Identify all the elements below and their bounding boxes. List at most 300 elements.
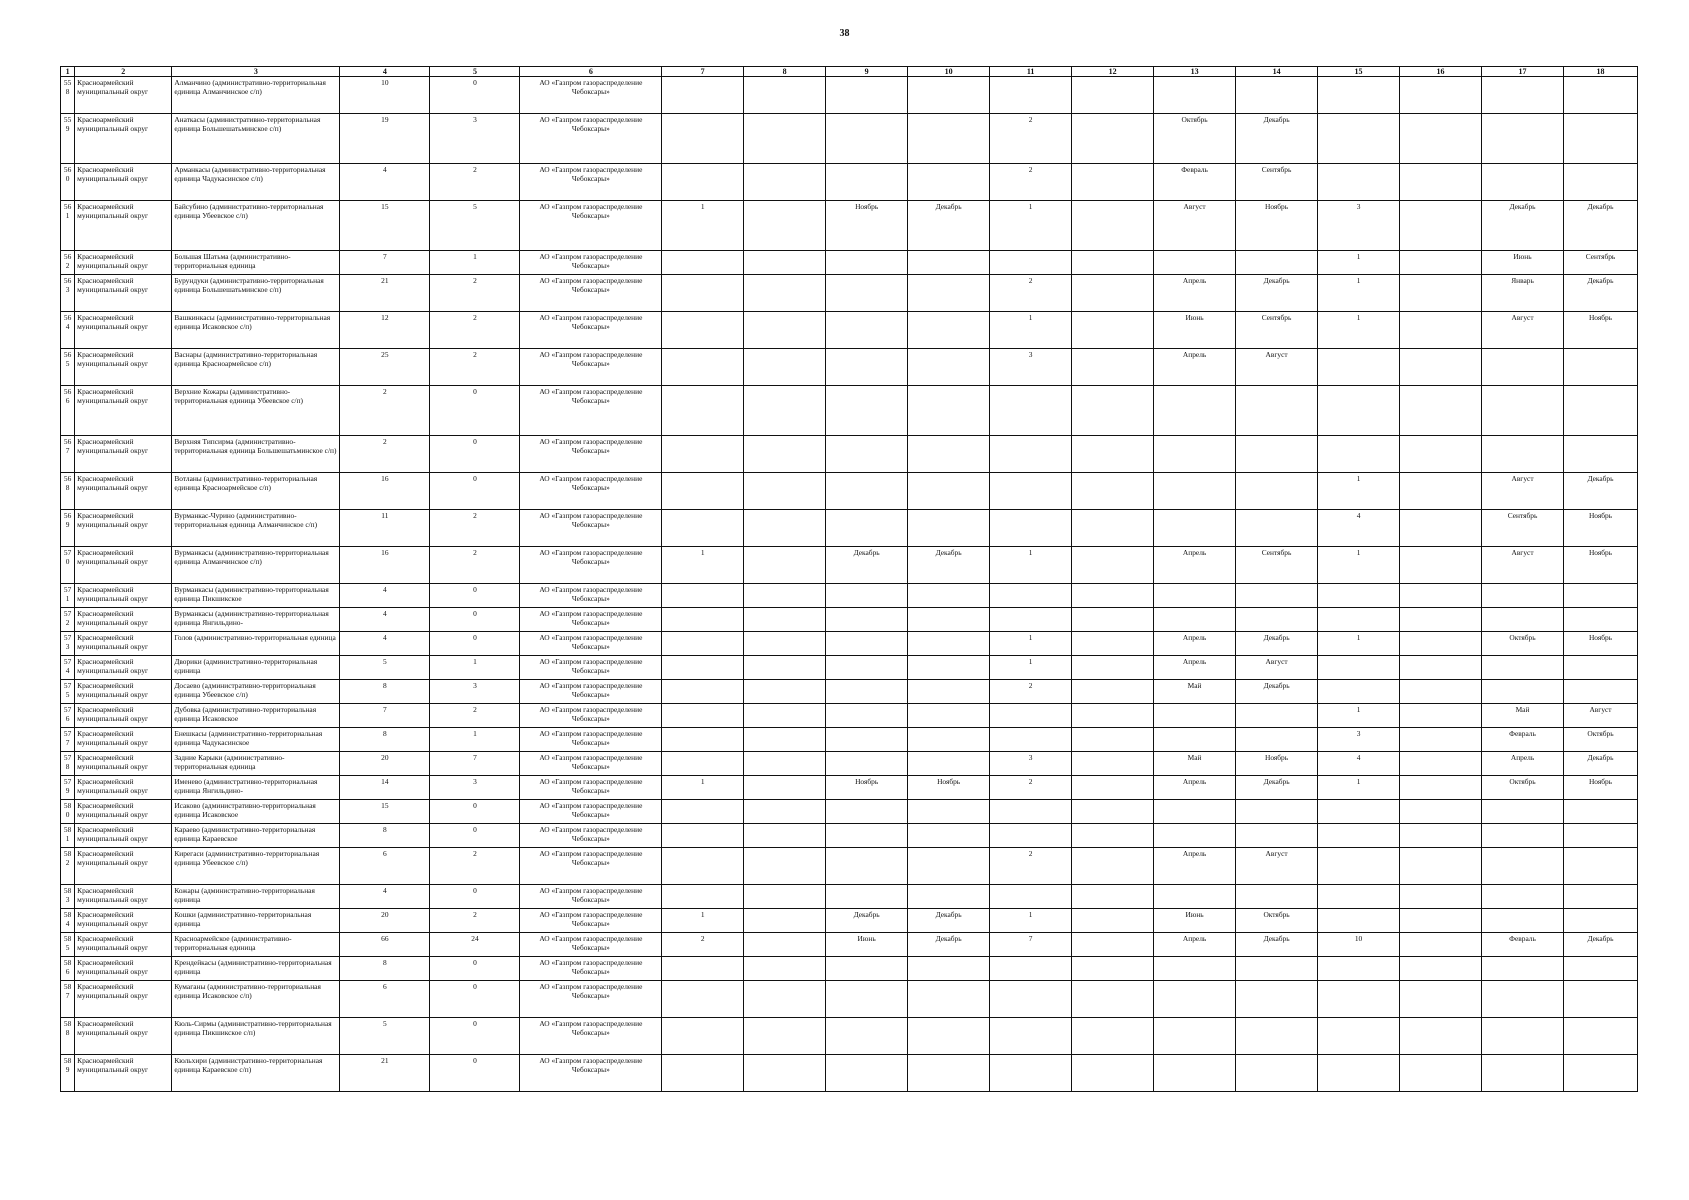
table-cell-col-4: 7 [340, 704, 430, 728]
table-cell-col-15 [1318, 656, 1400, 680]
table-row [61, 473, 1638, 510]
table-cell-col-18 [1564, 608, 1638, 632]
table-cell-col-12 [1072, 752, 1154, 776]
table-cell-col-10 [908, 656, 990, 680]
table-cell-col-3: Енешкасы (административно-территориальная единица Чадукасинское [172, 728, 340, 752]
table-cell-col-7 [662, 752, 744, 776]
table-cell-col-4: 12 [340, 312, 430, 349]
table-cell-col-16 [1400, 776, 1482, 800]
table-cell-col-16 [1400, 473, 1482, 510]
column-header-18: 18 [1564, 67, 1638, 77]
table-cell-col-17 [1482, 656, 1564, 680]
table-cell-col-5: 2 [430, 275, 520, 312]
table-cell-col-9 [826, 77, 908, 114]
table-cell-col-15 [1318, 608, 1400, 632]
table-cell-col-17: Февраль [1482, 728, 1564, 752]
table-cell-col-1: 558 [61, 77, 75, 114]
table-cell-col-3: Вотланы (административно-территориальная единица Красноармейское с/п) [172, 473, 340, 510]
table-row [61, 1055, 1638, 1092]
table-cell-col-3: Вурманкас-Чурино (административно-территориальная единица Алманчинское с/п) [172, 510, 340, 547]
table-cell-col-9 [826, 1055, 908, 1092]
table-cell-col-17: Декабрь [1482, 201, 1564, 251]
table-cell-col-8 [744, 473, 826, 510]
table-cell-col-16 [1400, 312, 1482, 349]
table-cell-col-6: АО «Газпром газораспределение Чебоксары» [520, 909, 662, 933]
gasification-schedule-table [60, 66, 1638, 1092]
table-cell-col-1: 573 [61, 632, 75, 656]
table-cell-col-11 [990, 77, 1072, 114]
table-cell-col-12 [1072, 848, 1154, 885]
table-cell-col-8 [744, 656, 826, 680]
table-cell-col-17 [1482, 981, 1564, 1018]
table-cell-col-17 [1482, 386, 1564, 436]
table-cell-col-5: 24 [430, 933, 520, 957]
table-cell-col-4: 8 [340, 680, 430, 704]
table-cell-col-4: 4 [340, 164, 430, 201]
table-cell-col-9 [826, 1018, 908, 1055]
table-row [61, 547, 1638, 584]
table-cell-col-16 [1400, 251, 1482, 275]
table-cell-col-10 [908, 114, 990, 164]
table-cell-col-15 [1318, 848, 1400, 885]
table-cell-col-13: Апрель [1154, 547, 1236, 584]
table-cell-col-13: Апрель [1154, 632, 1236, 656]
table-cell-col-14: Декабрь [1236, 776, 1318, 800]
table-row [61, 77, 1638, 114]
table-cell-col-13 [1154, 824, 1236, 848]
table-row [61, 510, 1638, 547]
table-cell-col-4: 4 [340, 584, 430, 608]
table-cell-col-1: 580 [61, 800, 75, 824]
table-cell-col-17: Февраль [1482, 933, 1564, 957]
table-cell-col-10: Декабрь [908, 933, 990, 957]
table-cell-col-18 [1564, 909, 1638, 933]
table-cell-col-1: 569 [61, 510, 75, 547]
table-cell-col-12 [1072, 547, 1154, 584]
table-cell-col-2: Красноармейский муниципальный округ [75, 728, 172, 752]
table-cell-col-3: Большая Шатьма (административно-территориальная единица [172, 251, 340, 275]
table-cell-col-7 [662, 632, 744, 656]
table-cell-col-4: 21 [340, 275, 430, 312]
table-cell-col-7 [662, 584, 744, 608]
table-cell-col-17: Август [1482, 547, 1564, 584]
table-cell-col-4: 4 [340, 608, 430, 632]
column-header-2: 2 [75, 67, 172, 77]
table-cell-col-14: Август [1236, 848, 1318, 885]
table-cell-col-9 [826, 752, 908, 776]
table-cell-col-16 [1400, 885, 1482, 909]
table-cell-col-3: Крендейкасы (административно-территориальная единица [172, 957, 340, 981]
table-cell-col-9 [826, 164, 908, 201]
table-cell-col-1: 560 [61, 164, 75, 201]
table-cell-col-5: 1 [430, 728, 520, 752]
table-cell-col-11: 1 [990, 632, 1072, 656]
table-cell-col-3: Вурманкасы (административно-территориальная единица Алманчинское с/п) [172, 547, 340, 584]
table-cell-col-13: Октябрь [1154, 114, 1236, 164]
table-cell-col-17: Июнь [1482, 251, 1564, 275]
table-cell-col-1: 562 [61, 251, 75, 275]
table-cell-col-6: АО «Газпром газораспределение Чебоксары» [520, 547, 662, 584]
table-cell-col-6: АО «Газпром газораспределение Чебоксары» [520, 933, 662, 957]
table-cell-col-10 [908, 824, 990, 848]
table-cell-col-11 [990, 728, 1072, 752]
table-cell-col-17 [1482, 848, 1564, 885]
table-cell-col-18: Декабрь [1564, 473, 1638, 510]
table-cell-col-6: АО «Газпром газораспределение Чебоксары» [520, 704, 662, 728]
table-cell-col-2: Красноармейский муниципальный округ [75, 680, 172, 704]
table-row [61, 885, 1638, 909]
table-cell-col-8 [744, 114, 826, 164]
table-cell-col-4: 10 [340, 77, 430, 114]
table-cell-col-16 [1400, 704, 1482, 728]
table-cell-col-2: Красноармейский муниципальный округ [75, 1055, 172, 1092]
table-cell-col-14: Декабрь [1236, 275, 1318, 312]
table-cell-col-2: Красноармейский муниципальный округ [75, 510, 172, 547]
column-header-9: 9 [826, 67, 908, 77]
table-cell-col-4: 11 [340, 510, 430, 547]
table-cell-col-12 [1072, 776, 1154, 800]
table-cell-col-18 [1564, 824, 1638, 848]
table-cell-col-18: Ноябрь [1564, 632, 1638, 656]
table-cell-col-7 [662, 680, 744, 704]
table-cell-col-15: 3 [1318, 201, 1400, 251]
table-cell-col-9: Декабрь [826, 547, 908, 584]
table-cell-col-8 [744, 164, 826, 201]
table-cell-col-8 [744, 776, 826, 800]
table-cell-col-8 [744, 800, 826, 824]
table-cell-col-16 [1400, 584, 1482, 608]
table-cell-col-11 [990, 386, 1072, 436]
table-cell-col-10 [908, 77, 990, 114]
table-cell-col-3: Задние Карыки (административно-территориальная единица [172, 752, 340, 776]
table-cell-col-2: Красноармейский муниципальный округ [75, 164, 172, 201]
table-cell-col-10 [908, 1055, 990, 1092]
table-cell-col-5: 0 [430, 1055, 520, 1092]
table-cell-col-17: Август [1482, 473, 1564, 510]
table-cell-col-4: 6 [340, 981, 430, 1018]
table-cell-col-14 [1236, 1055, 1318, 1092]
table-cell-col-6: АО «Газпром газораспределение Чебоксары» [520, 752, 662, 776]
table-cell-col-1: 571 [61, 584, 75, 608]
table-cell-col-6: АО «Газпром газораспределение Чебоксары» [520, 1018, 662, 1055]
table-row [61, 164, 1638, 201]
column-header-10: 10 [908, 67, 990, 77]
table-cell-col-6: АО «Газпром газораспределение Чебоксары» [520, 885, 662, 909]
column-header-11: 11 [990, 67, 1072, 77]
table-cell-col-2: Красноармейский муниципальный округ [75, 114, 172, 164]
table-cell-col-6: АО «Газпром газораспределение Чебоксары» [520, 164, 662, 201]
table-cell-col-10: Декабрь [908, 201, 990, 251]
table-cell-col-10: Декабрь [908, 909, 990, 933]
table-cell-col-14: Сентябрь [1236, 547, 1318, 584]
table-cell-col-8 [744, 312, 826, 349]
table-cell-col-17: Апрель [1482, 752, 1564, 776]
table-cell-col-12 [1072, 957, 1154, 981]
table-cell-col-16 [1400, 800, 1482, 824]
table-cell-col-10 [908, 251, 990, 275]
table-cell-col-17 [1482, 436, 1564, 473]
table-cell-col-13: Апрель [1154, 349, 1236, 386]
table-cell-col-2: Красноармейский муниципальный округ [75, 885, 172, 909]
table-cell-col-6: АО «Газпром газораспределение Чебоксары» [520, 77, 662, 114]
table-cell-col-15 [1318, 349, 1400, 386]
table-cell-col-12 [1072, 1055, 1154, 1092]
column-header-3: 3 [172, 67, 340, 77]
table-cell-col-17 [1482, 584, 1564, 608]
table-cell-col-13 [1154, 608, 1236, 632]
table-row [61, 608, 1638, 632]
table-cell-col-18: Декабрь [1564, 275, 1638, 312]
table-cell-col-11 [990, 251, 1072, 275]
table-cell-col-11: 2 [990, 680, 1072, 704]
table-cell-col-13: Апрель [1154, 275, 1236, 312]
table-row [61, 680, 1638, 704]
table-cell-col-2: Красноармейский муниципальный округ [75, 547, 172, 584]
table-cell-col-15: 3 [1318, 728, 1400, 752]
table-cell-col-9 [826, 680, 908, 704]
table-cell-col-2: Красноармейский муниципальный округ [75, 957, 172, 981]
table-cell-col-6: АО «Газпром газораспределение Чебоксары» [520, 848, 662, 885]
table-cell-col-14 [1236, 386, 1318, 436]
table-cell-col-1: 588 [61, 1018, 75, 1055]
table-cell-col-15: 1 [1318, 312, 1400, 349]
table-cell-col-16 [1400, 349, 1482, 386]
table-cell-col-8 [744, 909, 826, 933]
table-cell-col-7 [662, 957, 744, 981]
table-cell-col-6: АО «Газпром газораспределение Чебоксары» [520, 824, 662, 848]
table-cell-col-7 [662, 824, 744, 848]
table-cell-col-5: 2 [430, 704, 520, 728]
table-row [61, 114, 1638, 164]
table-cell-col-15: 1 [1318, 632, 1400, 656]
table-cell-col-11: 2 [990, 776, 1072, 800]
table-cell-col-4: 16 [340, 547, 430, 584]
table-cell-col-2: Красноармейский муниципальный округ [75, 473, 172, 510]
table-cell-col-4: 66 [340, 933, 430, 957]
table-cell-col-13: Май [1154, 680, 1236, 704]
table-cell-col-5: 0 [430, 981, 520, 1018]
table-cell-col-17 [1482, 1018, 1564, 1055]
table-cell-col-5: 1 [430, 656, 520, 680]
table-cell-col-14: Сентябрь [1236, 164, 1318, 201]
table-cell-col-6: АО «Газпром газораспределение Чебоксары» [520, 386, 662, 436]
table-row [61, 704, 1638, 728]
table-cell-col-11 [990, 1018, 1072, 1055]
table-cell-col-14 [1236, 800, 1318, 824]
table-cell-col-15 [1318, 909, 1400, 933]
table-cell-col-18 [1564, 848, 1638, 885]
table-cell-col-3: Голов (административно-территориальная единица [172, 632, 340, 656]
table-cell-col-6: АО «Газпром газораспределение Чебоксары» [520, 510, 662, 547]
table-cell-col-14 [1236, 510, 1318, 547]
table-cell-col-9 [826, 312, 908, 349]
page-number: 38 [839, 28, 850, 39]
table-cell-col-4: 20 [340, 752, 430, 776]
table-cell-col-8 [744, 632, 826, 656]
table-cell-col-16 [1400, 164, 1482, 201]
table-cell-col-15 [1318, 114, 1400, 164]
table-cell-col-10 [908, 800, 990, 824]
table-cell-col-3: Красноармейское (административно-территориальная единица [172, 933, 340, 957]
table-cell-col-6: АО «Газпром газораспределение Чебоксары» [520, 800, 662, 824]
table-cell-col-5: 0 [430, 957, 520, 981]
table-cell-col-6: АО «Газпром газораспределение Чебоксары» [520, 251, 662, 275]
table-cell-col-5: 2 [430, 510, 520, 547]
table-cell-col-5: 0 [430, 800, 520, 824]
table-cell-col-14 [1236, 981, 1318, 1018]
table-cell-col-11: 1 [990, 656, 1072, 680]
table-cell-col-17: Октябрь [1482, 632, 1564, 656]
table-cell-col-2: Красноармейский муниципальный округ [75, 77, 172, 114]
table-row [61, 824, 1638, 848]
table-cell-col-11 [990, 704, 1072, 728]
table-cell-col-10 [908, 680, 990, 704]
table-cell-col-4: 8 [340, 957, 430, 981]
table-cell-col-1: 567 [61, 436, 75, 473]
table-cell-col-9 [826, 981, 908, 1018]
table-cell-col-7 [662, 704, 744, 728]
table-cell-col-15: 10 [1318, 933, 1400, 957]
table-cell-col-12 [1072, 312, 1154, 349]
table-cell-col-12 [1072, 275, 1154, 312]
table-cell-col-11: 2 [990, 114, 1072, 164]
table-cell-col-2: Красноармейский муниципальный округ [75, 824, 172, 848]
table-cell-col-12 [1072, 473, 1154, 510]
table-cell-col-16 [1400, 386, 1482, 436]
column-header-5: 5 [430, 67, 520, 77]
table-cell-col-16 [1400, 909, 1482, 933]
table-row [61, 275, 1638, 312]
table-cell-col-5: 3 [430, 680, 520, 704]
table-cell-col-5: 0 [430, 885, 520, 909]
table-cell-col-11 [990, 608, 1072, 632]
table-row [61, 656, 1638, 680]
table-cell-col-5: 0 [430, 77, 520, 114]
table-cell-col-8 [744, 933, 826, 957]
table-cell-col-6: АО «Газпром газораспределение Чебоксары» [520, 436, 662, 473]
table-cell-col-13 [1154, 1018, 1236, 1055]
table-cell-col-13: Май [1154, 752, 1236, 776]
table-cell-col-5: 0 [430, 608, 520, 632]
table-cell-col-12 [1072, 704, 1154, 728]
table-row [61, 776, 1638, 800]
table-cell-col-13 [1154, 728, 1236, 752]
table-cell-col-6: АО «Газпром газораспределение Чебоксары» [520, 632, 662, 656]
table-cell-col-8 [744, 680, 826, 704]
table-row [61, 933, 1638, 957]
table-cell-col-14 [1236, 728, 1318, 752]
table-cell-col-8 [744, 201, 826, 251]
table-cell-col-14: Декабрь [1236, 680, 1318, 704]
table-cell-col-17: Январь [1482, 275, 1564, 312]
table-cell-col-5: 0 [430, 632, 520, 656]
table-cell-col-16 [1400, 728, 1482, 752]
table-cell-col-7: 2 [662, 933, 744, 957]
table-cell-col-9 [826, 608, 908, 632]
table-cell-col-18 [1564, 77, 1638, 114]
table-cell-col-8 [744, 824, 826, 848]
table-cell-col-8 [744, 251, 826, 275]
table-cell-col-7 [662, 848, 744, 885]
table-cell-col-8 [744, 704, 826, 728]
table-cell-col-12 [1072, 885, 1154, 909]
table-cell-col-1: 564 [61, 312, 75, 349]
table-cell-col-16 [1400, 114, 1482, 164]
table-cell-col-5: 0 [430, 1018, 520, 1055]
table-cell-col-18: Ноябрь [1564, 776, 1638, 800]
table-cell-col-10 [908, 275, 990, 312]
table-cell-col-3: Верхняя Типсирма (административно-территориальная единица Большешатьминское с/п) [172, 436, 340, 473]
table-cell-col-4: 6 [340, 848, 430, 885]
table-cell-col-15 [1318, 436, 1400, 473]
table-cell-col-11 [990, 436, 1072, 473]
table-cell-col-16 [1400, 547, 1482, 584]
table-cell-col-15: 1 [1318, 776, 1400, 800]
table-cell-col-12 [1072, 114, 1154, 164]
table-cell-col-12 [1072, 251, 1154, 275]
table-cell-col-5: 2 [430, 547, 520, 584]
table-cell-col-13: Июнь [1154, 312, 1236, 349]
table-cell-col-6: АО «Газпром газораспределение Чебоксары» [520, 473, 662, 510]
table-cell-col-16 [1400, 752, 1482, 776]
table-cell-col-2: Красноармейский муниципальный округ [75, 800, 172, 824]
table-cell-col-4: 4 [340, 632, 430, 656]
table-cell-col-10 [908, 312, 990, 349]
table-cell-col-6: АО «Газпром газораспределение Чебоксары» [520, 776, 662, 800]
table-cell-col-5: 7 [430, 752, 520, 776]
table-cell-col-3: Вурманкасы (административно-территориальная единица Пикшикское [172, 584, 340, 608]
table-cell-col-9 [826, 656, 908, 680]
table-cell-col-17 [1482, 164, 1564, 201]
table-cell-col-4: 5 [340, 656, 430, 680]
table-cell-col-7 [662, 1018, 744, 1055]
table-cell-col-10 [908, 584, 990, 608]
table-cell-col-8 [744, 981, 826, 1018]
table-cell-col-17 [1482, 885, 1564, 909]
table-cell-col-4: 15 [340, 800, 430, 824]
table-cell-col-8 [744, 608, 826, 632]
table-cell-col-5: 2 [430, 164, 520, 201]
table-cell-col-10 [908, 632, 990, 656]
table-cell-col-3: Досаево (административно-территориальная единица Убеевское с/п) [172, 680, 340, 704]
table-cell-col-15 [1318, 885, 1400, 909]
table-cell-col-10 [908, 1018, 990, 1055]
table-cell-col-3: Исаково (административно-территориальная единица Исаковское [172, 800, 340, 824]
table-row [61, 909, 1638, 933]
table-row [61, 752, 1638, 776]
table-cell-col-7 [662, 436, 744, 473]
table-cell-col-14 [1236, 436, 1318, 473]
table-cell-col-12 [1072, 436, 1154, 473]
table-cell-col-13: Апрель [1154, 656, 1236, 680]
table-cell-col-3: Анаткасы (административно-территориальная единица Большешатьминское с/п) [172, 114, 340, 164]
table-cell-col-13: Апрель [1154, 848, 1236, 885]
table-cell-col-18: Декабрь [1564, 752, 1638, 776]
table-row [61, 251, 1638, 275]
table-cell-col-8 [744, 885, 826, 909]
table-cell-col-18: Декабрь [1564, 201, 1638, 251]
table-cell-col-1: 585 [61, 933, 75, 957]
table-cell-col-11: 2 [990, 848, 1072, 885]
table-cell-col-9 [826, 473, 908, 510]
table-cell-col-8 [744, 848, 826, 885]
table-cell-col-10 [908, 752, 990, 776]
table-cell-col-5: 0 [430, 824, 520, 848]
table-cell-col-8 [744, 1055, 826, 1092]
table-cell-col-6: АО «Газпром газораспределение Чебоксары» [520, 728, 662, 752]
table-cell-col-14: Ноябрь [1236, 752, 1318, 776]
table-cell-col-16 [1400, 824, 1482, 848]
